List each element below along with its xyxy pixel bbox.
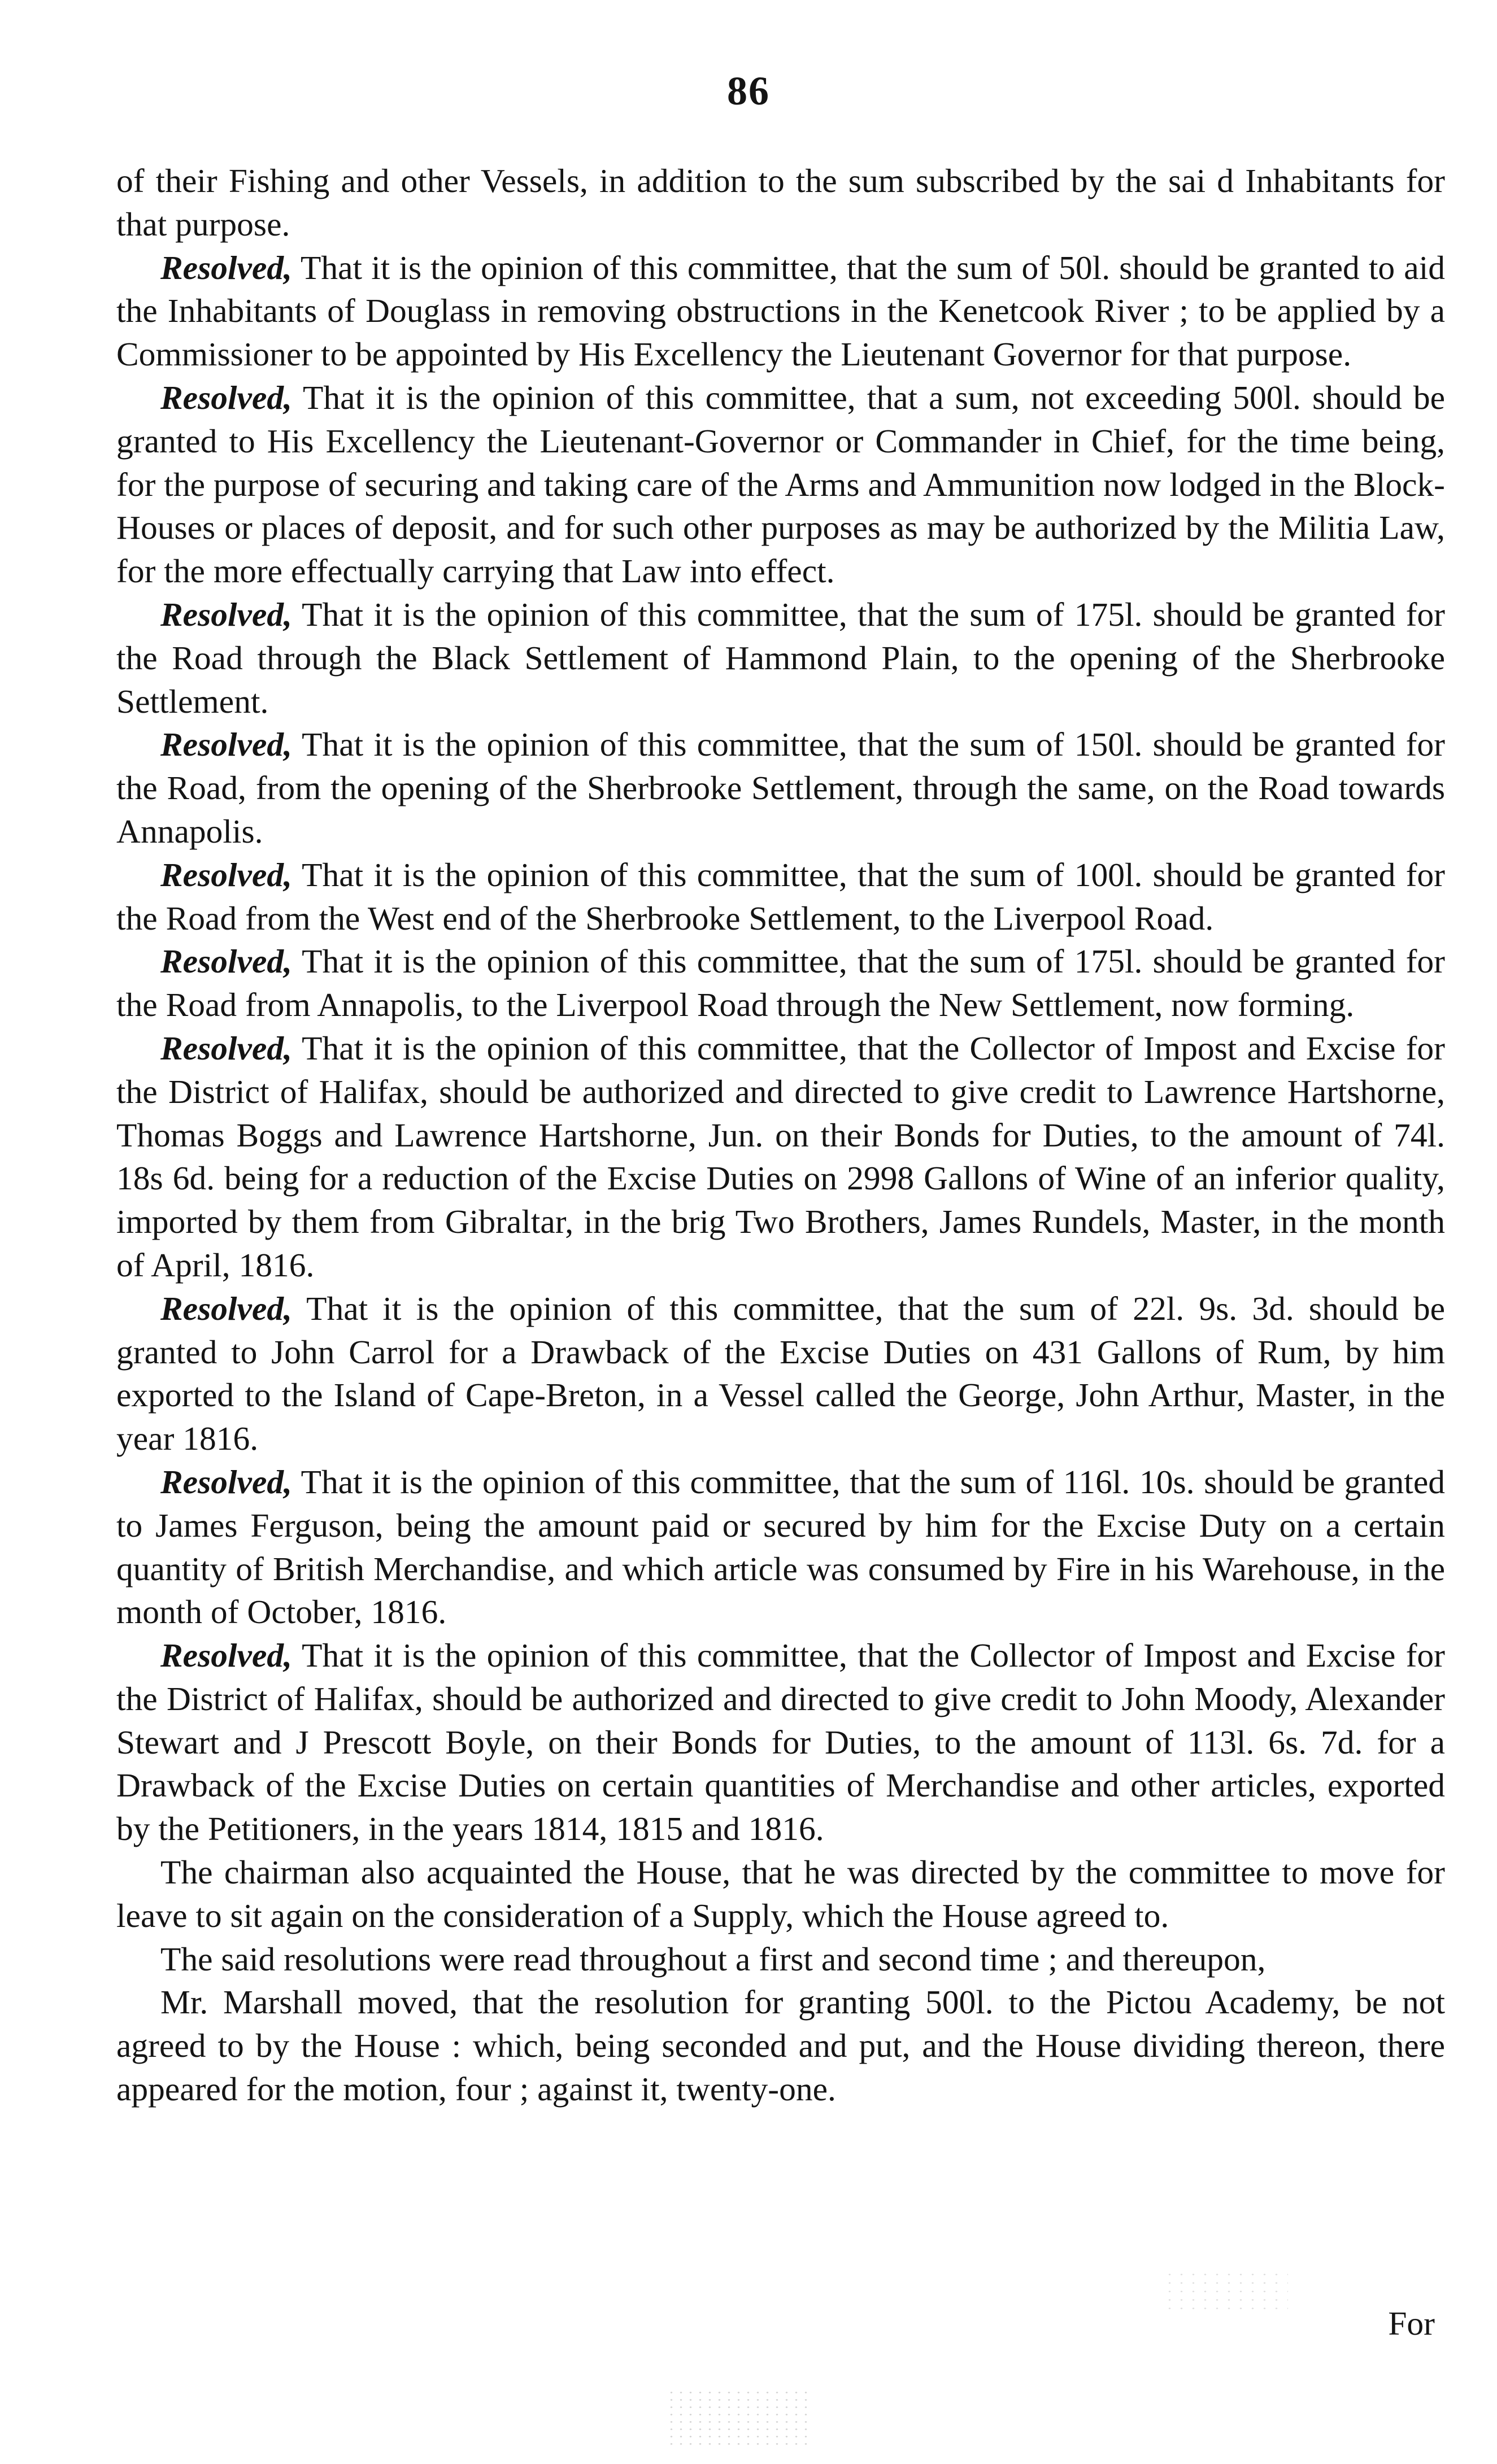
paragraph-text: That it is the opinion of this committee, that the sum of 22l. 9s. 3d. should be granted to John Carrol for a Drawback of the Excise Duties on 431 Gallons of Rum, by him exported to the Island of Cape-Breton, in a Vessel called the George, John Arthur, Master, in the year 1816. [116,1289,1445,1458]
paper-speckle [667,2389,813,2445]
resolved-label: Resolved, [160,1637,292,1674]
paragraph-text: That it is the opinion of this committee, that the sum of 116l. 10s. should be granted to James Ferguson, being the amount paid or secured by him for the Excise Duty on a certain quantity of British Merchandise, and which article was consumed by Fire in his Warehouse, in the month of October, 1816. [116,1463,1445,1631]
paragraph-text: That it is the opinion of this committee, that the sum of 175l. should be granted for the Road through the Black Settlement of Hammond Plain, to the opening of the Sherbrooke Settlement. [116,595,1445,720]
paragraph-text: of their Fishing and other Vessels, in addition to the sum subscribed by the sai d Inhabitants for that purpose. [116,162,1445,243]
resolved-label: Resolved, [160,856,292,893]
resolution-paragraph [116,853,1445,940]
paragraph-continuation [116,159,1445,246]
resolution-paragraph [116,1460,1445,1634]
reading-paragraph [116,1938,1445,1981]
resolved-label: Resolved, [160,1029,292,1067]
resolution-paragraph [116,376,1445,593]
resolved-label: Resolved, [160,943,292,980]
resolved-label: Resolved, [160,595,292,633]
paper-speckle [1164,2270,1288,2310]
paragraph-text: That it is the opinion of this committee, that the sum of 150l. should be granted for the Road, from the opening of the Sherbrooke Settlement, through the same, on the Road towards Annapolis. [116,726,1445,850]
resolution-paragraph [116,723,1445,853]
paragraph-text: That it is the opinion of this committee, that the sum of 175l. should be granted for the Road from Annapolis, to the Liverpool Road through the New Settlement, now forming. [116,943,1445,1024]
paragraph-text: Mr. Marshall moved, that the resolution for granting 500l. to the Pictou Academy, be not agreed to by the House : which, being seconded and put, and the House dividing thereon, there appeared for the motion, four ; against it, twenty-one. [116,1983,1445,2108]
paragraph-text: That it is the opinion of this committee, that the sum of 100l. should be granted for the Road from the West end of the Sherbrooke Settlement, to the Liverpool Road. [116,856,1445,937]
resolved-label: Resolved, [160,726,292,764]
paragraph-text: That it is the opinion of this committee, that the sum of 50l. should be granted to aid the Inhabitants of Douglass in removing obstructions in the Kenetcook River ; to be applied by a Commissioner to be appointed by His Excellency the Lieutenant Governor for that purpose. [116,248,1445,373]
resolution-paragraph [116,940,1445,1027]
resolved-label: Resolved, [160,248,292,286]
paragraph-text: The chairman also acquainted the House, that he was directed by the committee to move for leave to sit again on the consideration of a Supply, which the House agreed to. [116,1854,1445,1934]
resolved-label: Resolved, [160,1463,292,1501]
resolution-paragraph [116,593,1445,723]
chairman-paragraph [116,1851,1445,1938]
resolution-paragraph [116,1634,1445,1851]
resolution-paragraph [116,1027,1445,1287]
paragraph-text: That it is the opinion of this committee, that the Collector of Impost and Excise for the District of Halifax, should be authorized and directed to give credit to John Moody, Alexander Stewart and J Prescott Boyle, on their Bonds for Duties, to the amount of 113l. 6s. 7d. for a Drawback of the Excise Duties on certain quantities of Merchandise and other articles, exported by the Petitioners, in the years 1814, 1815 and 1816. [116,1637,1445,1848]
resolution-paragraph [116,1287,1445,1460]
catchword: For [1388,2305,1435,2342]
resolved-label: Resolved, [160,378,292,416]
paragraph-text: The said resolutions were read throughout a first and second time ; and thereupon, [160,1940,1266,1978]
motion-paragraph [116,1981,1445,2110]
page-number: 86 [727,68,770,114]
resolution-paragraph [116,246,1445,376]
resolved-label: Resolved, [160,1289,292,1327]
paragraph-text: That it is the opinion of this committee, that the Collector of Impost and Excise for the District of Halifax, should be authorized and directed to give credit to Lawrence Hartshorne, Thomas Boggs and Lawrence Hartshorne, Jun. on their Bonds for Duties, to the amount of 74l. 18s 6d. being for a reduction of the Excise Duties on 2998 Gallons of Wine of an inferior quality, imported by them from Gibraltar, in the brig Two Brothers, James Rundels, Master, in the month of April, 1816. [116,1029,1445,1284]
paragraph-text: That it is the opinion of this committee, that a sum, not exceeding 500l. should be granted to His Excellency the Lieutenant-Governor or Commander in Chief, for the time being, for the purpose of securing and taking care of the Arms and Ammunition now lodged in the Block-Houses or places of deposit, and for such other purposes as may be authorized by the Militia Law, for the more effectually carrying that Law into effect. [116,378,1445,590]
body-text [116,159,1445,2111]
